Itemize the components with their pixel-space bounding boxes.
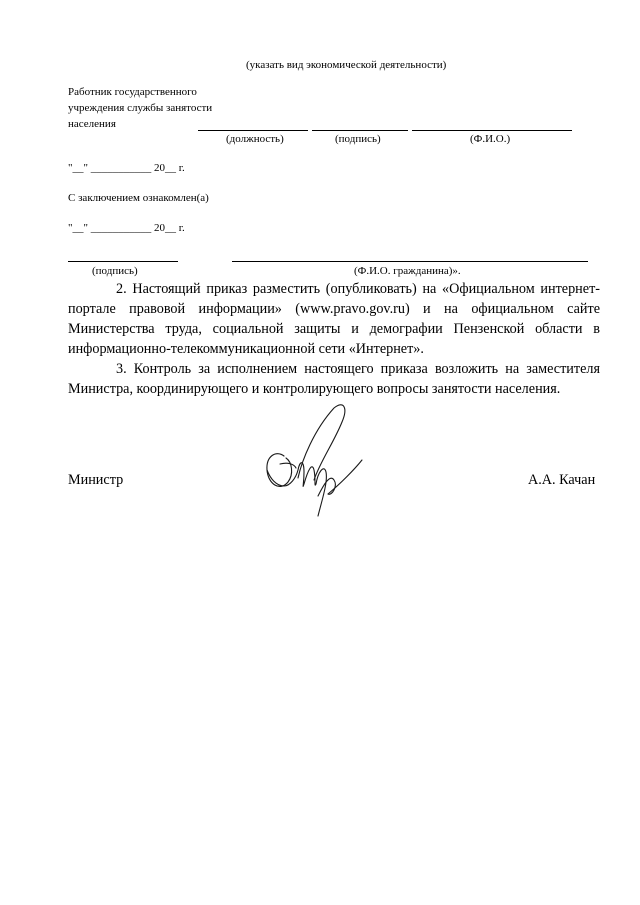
caption-citizen-fio: (Ф.И.О. гражданина)». [354, 265, 461, 277]
date-line-1: "__" ___________ 20__ г. [68, 162, 185, 174]
fio-line [412, 130, 572, 131]
worker-label-line-3: населения [68, 118, 116, 130]
signature-line-2 [68, 261, 178, 262]
worker-label-line-2: учреждения службы занятости [68, 102, 213, 114]
order-paragraphs [68, 279, 600, 399]
paragraph-3: 3. Контроль за исполнением настоящего приказа возложить на заместителя Министра, координирующего и контролирующего вопросы занятости населения. [68, 361, 600, 397]
paragraph-2: 2. Настоящий приказ разместить (опубликовать) на «Официальном интернет-портале правовой информации» (www.pravo.gov.ru) и на официальном сайте Министерства труда, социальной защиты и демографии Пензенской области в информационно-телекоммуникационной сети «Интернет». [68, 281, 600, 357]
date-line-2: "__" ___________ 20__ г. [68, 222, 185, 234]
signatory-name: А.А. Качан [528, 472, 596, 488]
citizen-fio-line [232, 261, 588, 262]
caption-signature-2: (подпись) [92, 265, 138, 277]
position-line [198, 130, 308, 131]
handwritten-signature [258, 400, 368, 518]
signature-line [312, 130, 408, 131]
caption-signature: (подпись) [335, 133, 381, 145]
caption-position: (должность) [226, 133, 284, 145]
activity-note: (указать вид экономической деятельности) [246, 59, 447, 71]
acquainted-label: С заключением ознакомлен(а) [68, 192, 209, 204]
signatory-title: Министр [68, 472, 124, 488]
caption-fio: (Ф.И.О.) [470, 133, 511, 145]
worker-label-line-1: Работник государственного [68, 86, 197, 98]
